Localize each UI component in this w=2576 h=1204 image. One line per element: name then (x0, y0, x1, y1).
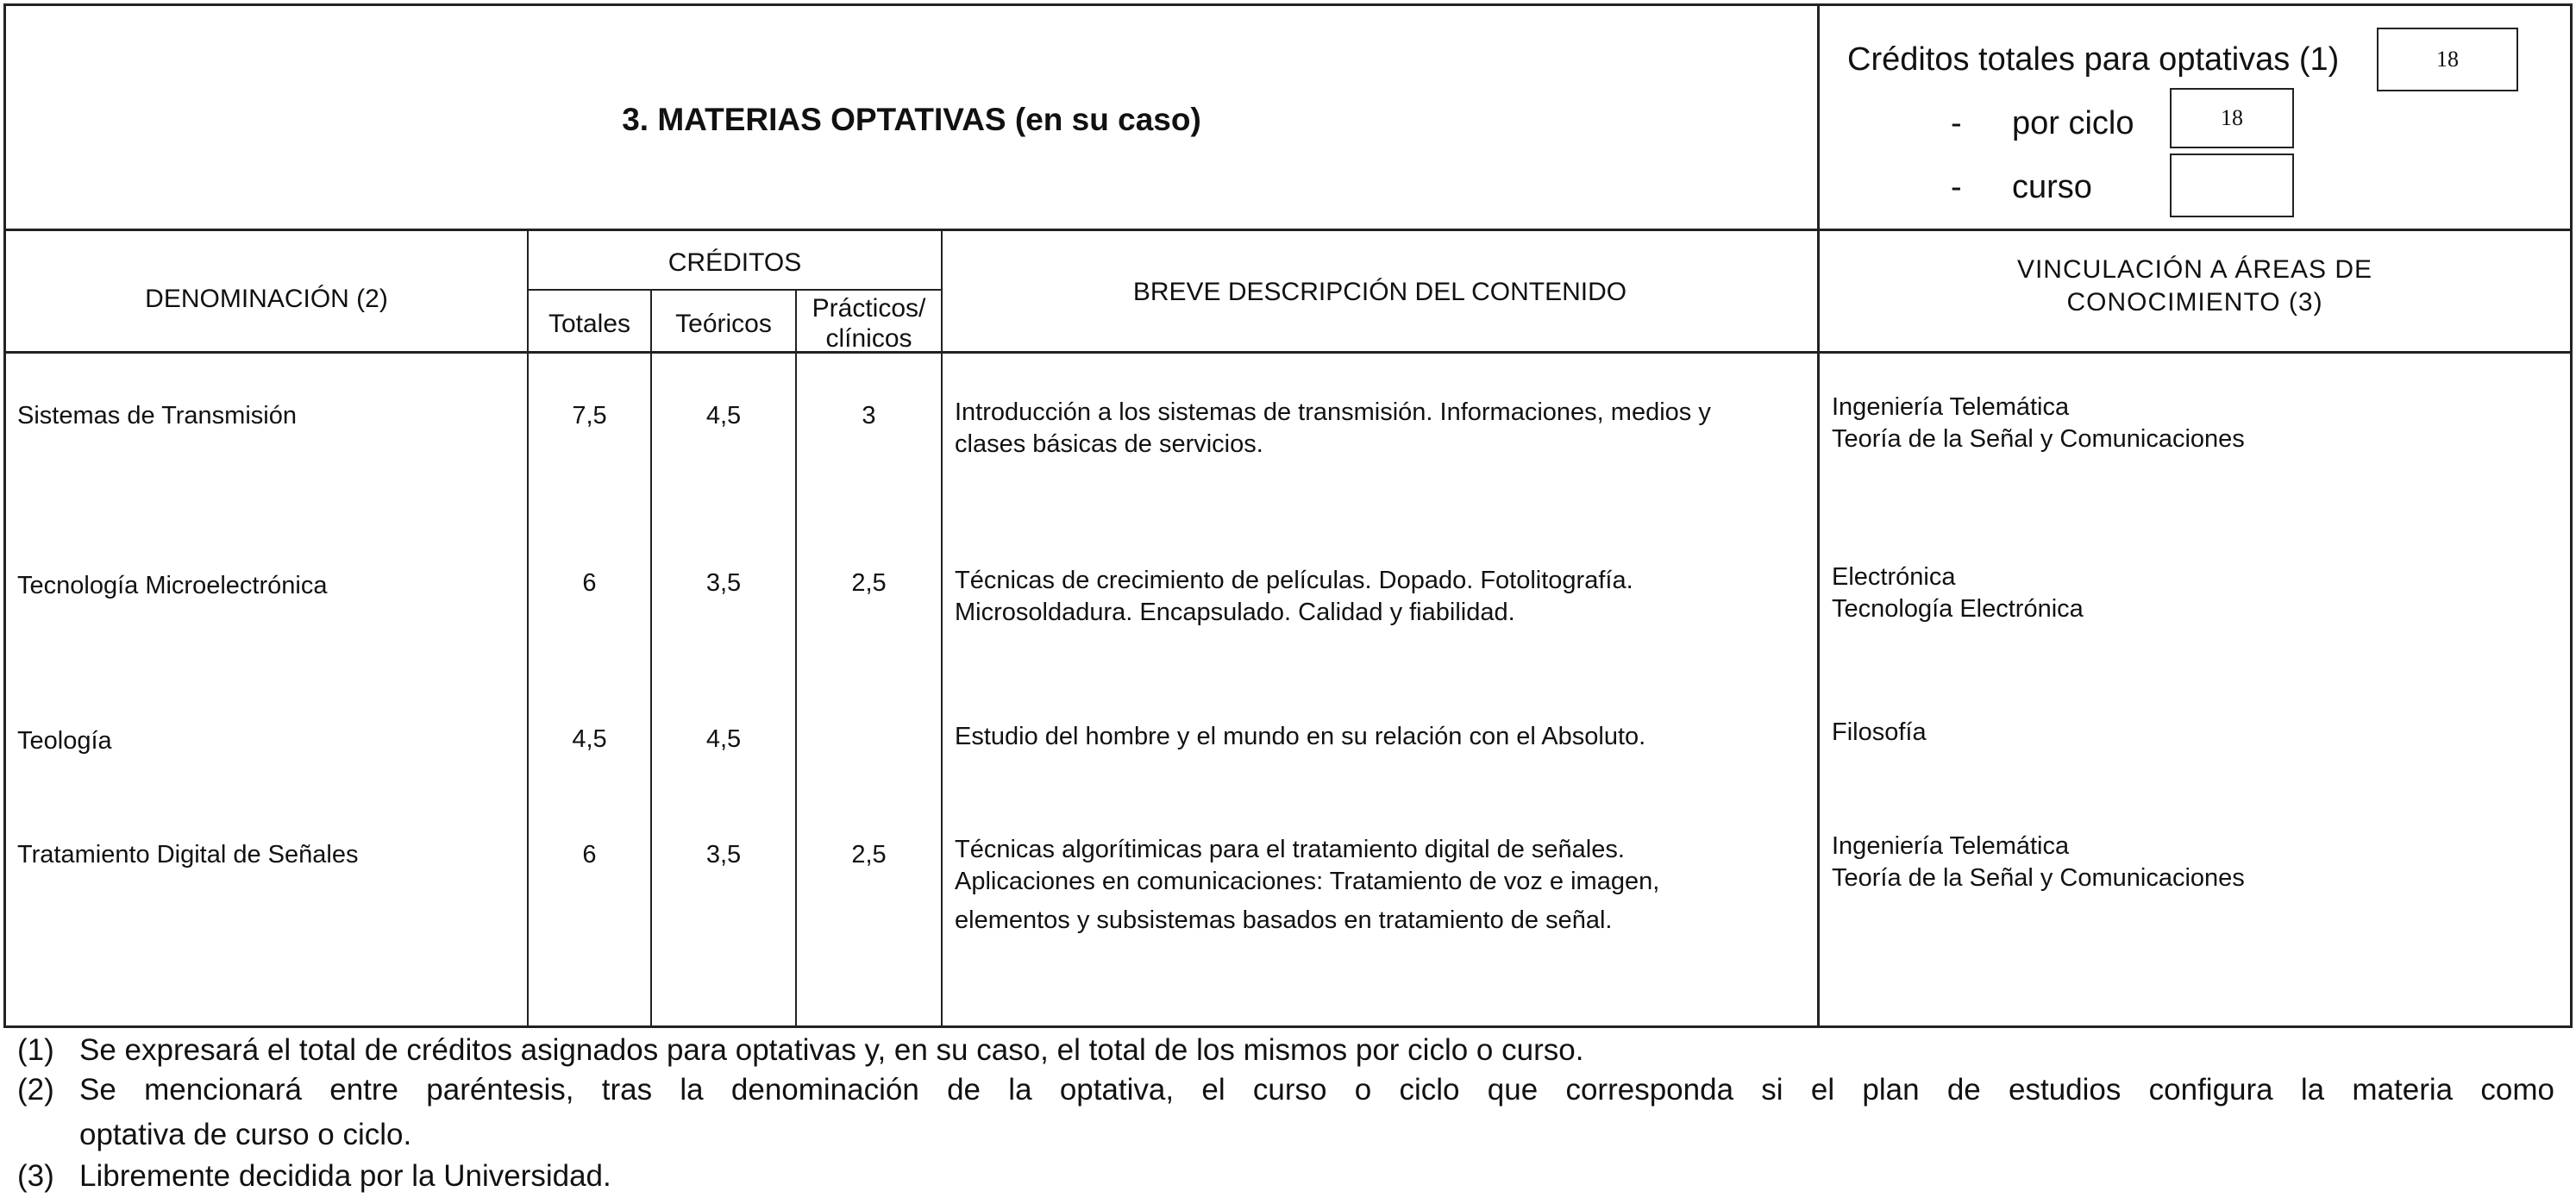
description-line: Microsoldadura. Encapsulado. Calidad y fiabilidad. (955, 599, 1515, 626)
credits-practicos: 2,5 (851, 841, 887, 869)
footnote-number: (2) (17, 1073, 54, 1107)
footnote-number: (1) (17, 1033, 54, 1067)
credits-totales: 7,5 (572, 402, 607, 430)
per-cycle-label: por ciclo (2012, 105, 2134, 141)
header-practicos: Prácticos/ (812, 294, 926, 323)
credits-totales: 6 (582, 569, 597, 597)
area-line: Ingeniería Telemática (1832, 393, 2070, 421)
area-line: Electrónica (1832, 563, 1956, 591)
credits-totales: 6 (582, 841, 597, 869)
description-line: elementos y subsistemas basados en tratamiento de señal. (955, 906, 1613, 934)
subject-name: Sistemas de Transmisión (17, 402, 297, 430)
description-line: Técnicas de crecimiento de películas. Dopado. Fotolitografía. (955, 567, 1633, 594)
total-credits-label: Créditos totales para optativas (1) (1847, 41, 2340, 78)
total-credits-box: 18 (2377, 28, 2518, 91)
footnote-number: (3) (17, 1159, 54, 1193)
subject-name: Tecnología Microelectrónica (17, 572, 328, 599)
header-creditos: CRÉDITOS (668, 248, 802, 277)
credits-teoricos: 3,5 (705, 569, 742, 597)
footnote-text: Libremente decidida por la Universidad. (79, 1159, 611, 1193)
subject-name: Tratamiento Digital de Señales (17, 841, 359, 869)
header-descripcion: BREVE DESCRIPCIÓN DEL CONTENIDO (1132, 278, 1627, 306)
description-line: Técnicas algorítimicas para el tratamiento digital de señales. (955, 836, 1625, 863)
dash: - (1951, 105, 1962, 141)
footnote-text: Se mencionará entre paréntesis, tras la denominación de la optativa, el curso o ciclo que corresponda si el plan de estudios configura la materia como (79, 1073, 2554, 1107)
header-vinculacion: VINCULACIÓN A ÁREAS DE (2016, 255, 2373, 284)
header-denominacion: DENOMINACIÓN (2) (145, 285, 388, 313)
subject-name: Teología (17, 727, 112, 755)
credits-teoricos: 4,5 (705, 402, 742, 430)
per-cycle-box: 18 (2170, 88, 2294, 148)
section-title: 3. MATERIAS OPTATIVAS (en su caso) (622, 102, 1201, 137)
description-line: Aplicaciones en comunicaciones: Tratamiento de voz e imagen, (955, 868, 1660, 895)
area-line: Teoría de la Señal y Comunicaciones (1832, 425, 2245, 453)
footnote-text: Se expresará el total de créditos asignados para optativas y, en su caso, el total de los mismos por ciclo o curso. (79, 1033, 1584, 1067)
course-box (2170, 154, 2294, 217)
area-line: Filosofía (1832, 718, 1927, 746)
dash: - (1951, 169, 1962, 205)
credits-teoricos: 3,5 (705, 841, 742, 869)
credits-totales: 4,5 (572, 725, 607, 753)
description-line: Estudio del hombre y el mundo en su relación con el Absoluto. (955, 723, 1646, 750)
area-line: Teoría de la Señal y Comunicaciones (1832, 864, 2245, 892)
description-line: clases básicas de servicios. (955, 430, 1263, 458)
header-teoricos: Teóricos (675, 310, 772, 338)
credits-practicos: 2,5 (851, 569, 887, 597)
course-label: curso (2012, 169, 2092, 205)
area-line: Ingeniería Telemática (1832, 832, 2070, 860)
description-line: Introducción a los sistemas de transmisión. Informaciones, medios y (955, 398, 1711, 426)
area-line: Tecnología Electrónica (1832, 595, 2084, 623)
header-clinicos: clínicos (825, 324, 912, 353)
credits-practicos: 3 (862, 402, 876, 430)
footnote-text: optativa de curso o ciclo. (79, 1118, 412, 1151)
header-vinculacion-2: CONOCIMIENTO (3) (2066, 288, 2323, 317)
credits-teoricos: 4,5 (705, 725, 742, 753)
header-totales: Totales (548, 310, 631, 338)
